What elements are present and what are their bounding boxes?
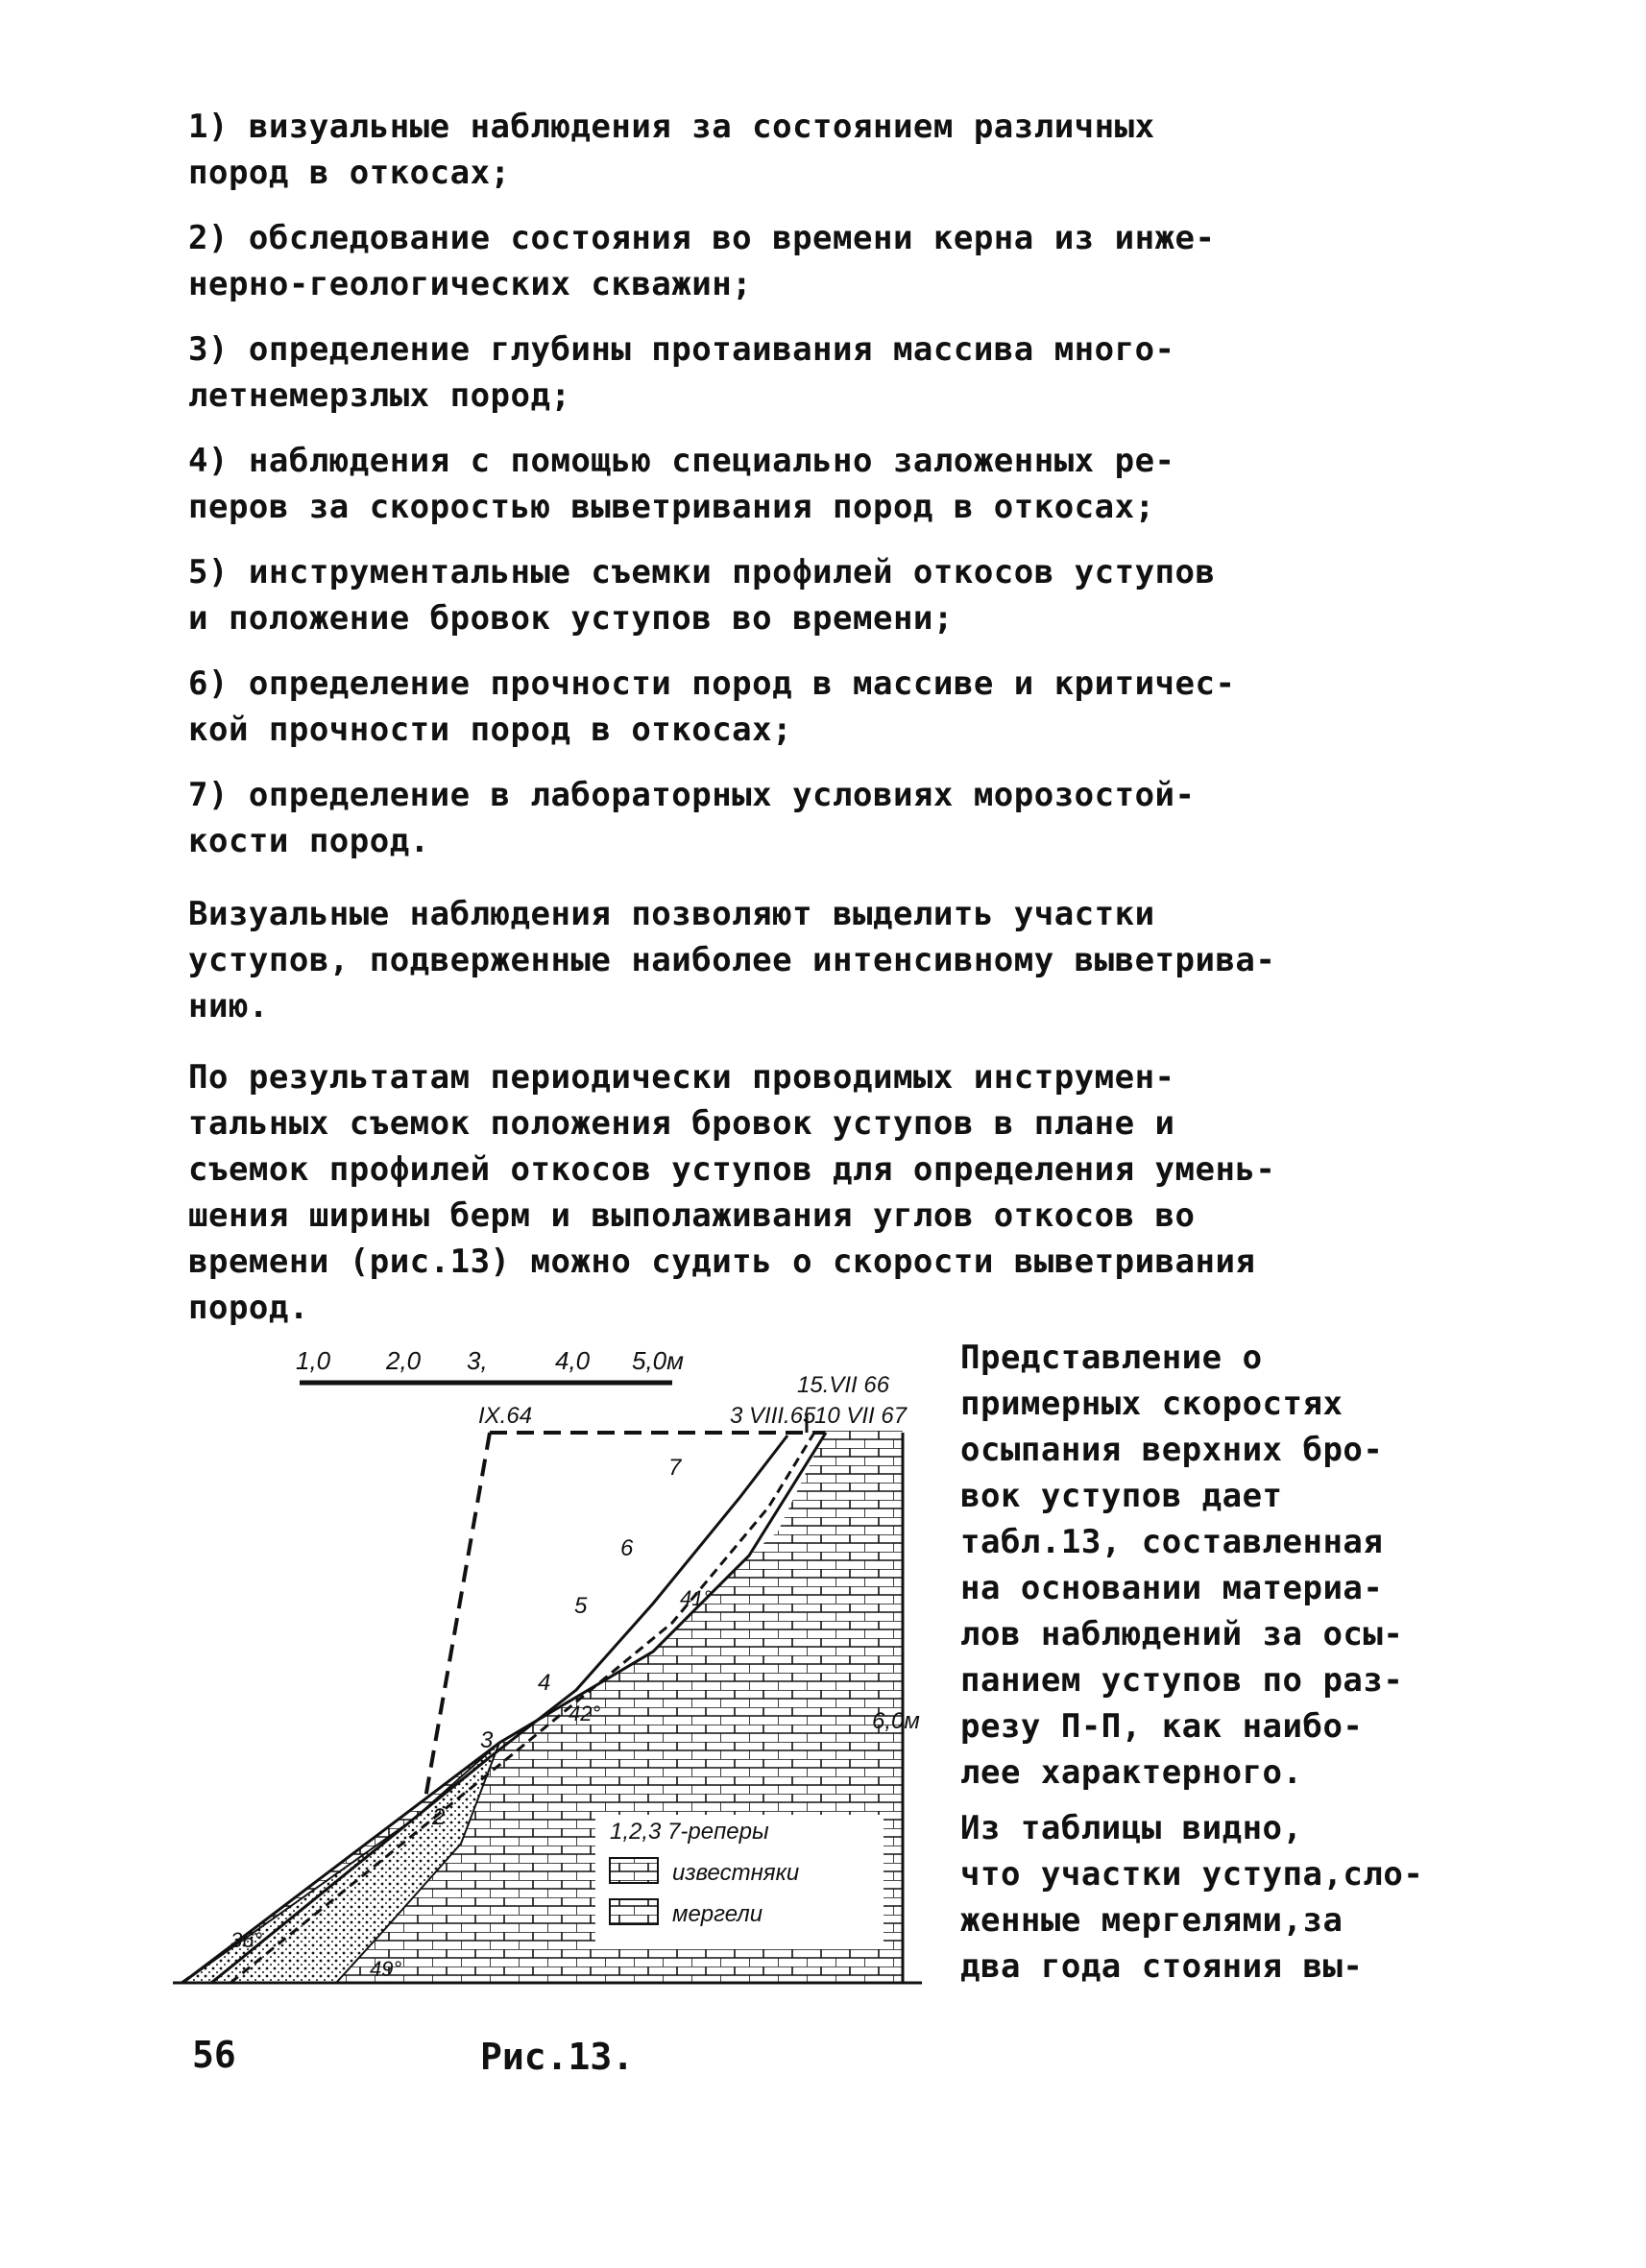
- legend-repers: 1,2,3 7-реперы: [610, 1819, 769, 1845]
- date-label: 3 VIII.65: [730, 1403, 816, 1429]
- side-paragraph-2: Из таблицы видно, что участки уступа,сло- женные мергелями,за два года стояния вы-: [960, 1809, 1424, 1986]
- paragraph-3: 3) определение глубины протаивания массива много- летнемерзлых пород;: [188, 330, 1175, 415]
- paragraph-results: По результатам периодически проводимых инструмен- тальных съемок положения бровок уступов в плане и съемок профилей откосов уступов для определения умень- шения ширины берм и выполаживания углов откосов во времени (рис.13) можно судить о скорости выветривания пород.: [188, 1058, 1276, 1327]
- date-label: 15.VII 66: [797, 1372, 890, 1398]
- paragraph-2: 2) обследование состояния во времени керна из инже- нерно-геологических скважин;: [188, 219, 1216, 303]
- slope-profile-diagram: [173, 1344, 960, 1997]
- limestone-swatch: [610, 1858, 658, 1883]
- angle-label: 36°: [230, 1928, 263, 1952]
- scale-bar: [296, 1346, 684, 1383]
- reper-label: 5: [574, 1593, 588, 1619]
- angle-label: 42°: [569, 1701, 601, 1725]
- scale-label: 3,: [467, 1346, 488, 1375]
- date-label: IX.64: [478, 1403, 533, 1429]
- paragraph-5: 5) инструментальные съемки профилей откосов уступов и положение бровок уступов во времени;: [188, 553, 1216, 638]
- side-paragraph-1: Представление о примерных скоростях осыпания верхних бро- вок уступов дает табл.13, составленная на основании материа- лов наблюдений за осы- панием уступов по раз- резу П-П, как наибо- лее характерного.: [960, 1339, 1404, 1792]
- paragraph-4: 4) наблюдения с помощью специально заложенных ре- перов за скоростью выветривания пород в откосах;: [188, 442, 1175, 526]
- reper-label: 3: [480, 1727, 494, 1753]
- angle-label: 41°: [680, 1586, 713, 1610]
- scale-label: 5,0м: [632, 1346, 684, 1375]
- page-number: 56: [192, 2034, 236, 2076]
- paragraph-visual: Визуальные наблюдения позволяют выделить участки уступов, подверженные наиболее интенсивному выветрива- нию.: [188, 895, 1276, 1025]
- reper-label: 4: [538, 1670, 551, 1696]
- scale-label: 4,0: [555, 1346, 591, 1375]
- paragraph-6: 6) определение прочности пород в массиве и критичес- кой прочности пород в откосах;: [188, 664, 1236, 749]
- reper-label: 6: [620, 1535, 634, 1561]
- angle-label: 49°: [370, 1957, 402, 1981]
- figure-legend: [595, 1815, 884, 1949]
- height-label: 6,0м: [872, 1708, 920, 1734]
- reper-label: 7: [668, 1455, 682, 1481]
- marl-swatch: [610, 1899, 658, 1924]
- paragraph-1: 1) визуальные наблюдения за состоянием различных пород в откосах;: [188, 108, 1155, 192]
- scale-label: 2,0: [386, 1346, 422, 1375]
- figure-caption: Рис.13.: [480, 2036, 635, 2078]
- scale-label: 1,0: [296, 1346, 331, 1375]
- legend-limestone: известняки: [672, 1860, 800, 1886]
- reper-label: 2: [432, 1804, 446, 1830]
- paragraph-7: 7) определение в лабораторных условиях морозостой- кости пород.: [188, 776, 1196, 860]
- figure-13: [173, 1344, 960, 1997]
- date-label: 10 VII 67: [814, 1403, 908, 1429]
- legend-marl: мергели: [672, 1901, 763, 1927]
